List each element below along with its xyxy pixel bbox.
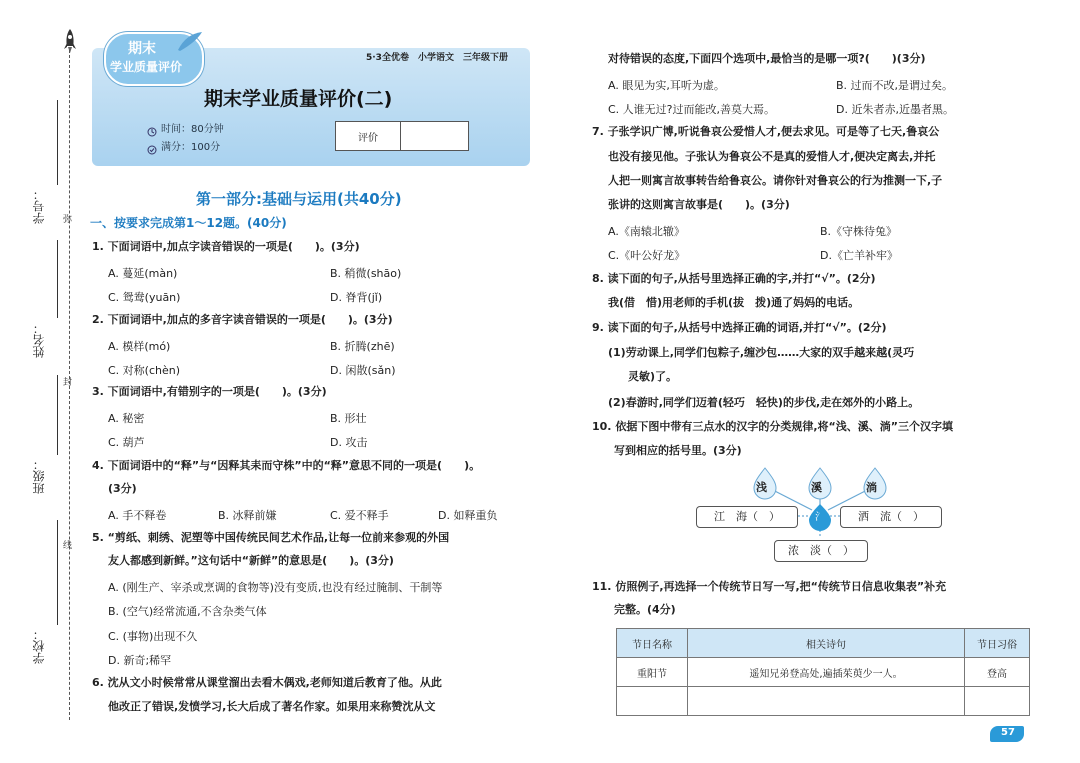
q3-option-c[interactable]: C. 葫芦 [108, 436, 145, 449]
rocket-icon [62, 28, 78, 54]
q9-sentence-1[interactable]: (1)劳动课上,同学们包粽子,缠沙包……大家的双手越来越(灵巧 [608, 346, 915, 359]
rating-label: 评价 [336, 122, 401, 150]
table-row [617, 658, 1030, 687]
q5-option-a[interactable]: A. (刚生产、宰杀或烹调的食物等)没有变质,也没有经过腌制、干制等 [108, 581, 443, 594]
q6-option-d[interactable]: D. 近朱者赤,近墨者黑。 [836, 103, 954, 116]
q5-option-b[interactable]: B. (空气)经常流通,不含杂类气体 [108, 605, 267, 618]
class-line [57, 375, 58, 455]
q6-option-b[interactable]: B. 过而不改,是谓过矣。 [836, 79, 954, 92]
q9-stem: 9. 读下面的句子,从括号中选择正确的词语,并打“√”。(2分) [592, 321, 887, 334]
q9-sentence-2[interactable]: (2)春游时,同学们迈着(轻巧 轻快)的步伐,走在郊外的小路上。 [608, 396, 920, 409]
time-label: 时间：80分钟 [161, 124, 224, 135]
table-cell: 遥知兄弟登高处,遍插茱萸少一人。 [688, 658, 965, 687]
q6-stem: 6. 沈从文小时候常常从课堂溜出去看木偶戏,老师知道后教育了他。从此 [92, 676, 442, 689]
q9-sentence-1-cont[interactable]: 灵敏)了。 [628, 370, 678, 383]
q7-option-d[interactable]: D.《亡羊补牢》 [820, 249, 898, 262]
q2-option-d[interactable]: D. 闲散(sǎn) [330, 364, 396, 377]
blank-cell[interactable] [688, 687, 965, 716]
school-line [57, 520, 58, 625]
q10-stem-cont: 写到相应的括号里。(3分) [614, 444, 742, 457]
q10-box-left[interactable]: 江 海（ ） [696, 506, 798, 528]
q1-option-c[interactable]: C. 鸳鸯(yuān) [108, 291, 181, 304]
seal-char: 线 [63, 541, 73, 551]
q5-stem: 5. “剪纸、刺绣、泥塑等中国传统民间艺术作品,让每一位前来参观的外国 [92, 531, 450, 544]
q6-stem-end: 对待错误的态度,下面四个选项中,最恰当的是哪一项?( )(3分) [608, 52, 926, 65]
name-label: 姓名： [32, 322, 46, 358]
q10-drop-2: 溪 [811, 481, 822, 494]
q4-option-d[interactable]: D. 如释重负 [438, 509, 498, 522]
q7-option-c[interactable]: C.《叶公好龙》 [608, 249, 686, 262]
q6-option-c[interactable]: C. 人谁无过?过而能改,善莫大焉。 [608, 103, 776, 116]
score-label: 满分：100分 [161, 142, 221, 153]
rating-box [335, 121, 469, 151]
q8-stem: 8. 读下面的句子,从括号里选择正确的字,并打“√”。(2分) [592, 272, 876, 285]
q7-option-a[interactable]: A.《南辕北辙》 [608, 225, 685, 238]
blank-cell[interactable] [617, 687, 688, 716]
q5-option-d[interactable]: D. 新奇;稀罕 [108, 654, 172, 667]
name-line [57, 240, 58, 318]
table-header: 相关诗句 [688, 629, 965, 658]
q8-sentence[interactable]: 我(借 惜)用老师的手机(拔 拨)通了妈妈的电话。 [608, 296, 860, 309]
seal-char: 弥 [63, 215, 73, 225]
school-label: 学校： [32, 628, 46, 664]
q4-option-a[interactable]: A. 手不释卷 [108, 509, 167, 522]
q2-option-a[interactable]: A. 模样(mó) [108, 340, 171, 353]
q1-stem: 1. 下面词语中,加点字读音错误的一项是( )。(3分) [92, 240, 360, 253]
q4-score: (3分) [108, 482, 137, 495]
q5-option-c[interactable]: C. (事物)出现不久 [108, 630, 198, 643]
page-number: 57 [1001, 727, 1015, 738]
part1-title: 第一部分:基础与运用(共40分) [196, 190, 402, 208]
q2-stem: 2. 下面词语中,加点的多音字读音错误的一项是( )。(3分) [92, 313, 393, 326]
q5-stem-cont: 友人都感到新鲜。”这句话中“新鲜”的意思是( )。(3分) [108, 554, 394, 567]
q4-stem: 4. 下面词语中的“释”与“因释其耒而守株”中的“释”意思不同的一项是( )。 [92, 459, 481, 472]
class-label: 班级： [32, 458, 46, 494]
q10-drop-3: 淌 [866, 481, 877, 494]
clock-icon [147, 122, 157, 141]
table-header: 节日习俗 [965, 629, 1030, 658]
q10-box-bottom[interactable]: 浓 淡（ ） [774, 540, 868, 562]
page-title: 期末学业质量评价(二) [204, 88, 393, 110]
q2-option-c[interactable]: C. 对称(chèn) [108, 364, 181, 377]
q7-stem: 7. 子张学识广博,听说鲁哀公爱惜人才,便去求见。可是等了七天,鲁哀公 [592, 125, 940, 138]
q11-stem: 11. 仿照例子,再选择一个传统节日写一写,把“传统节日信息收集表”补充 [592, 580, 947, 593]
q6-stem-cont: 他改正了错误,发愤学习,长大后成了著名作家。如果用来称赞沈从文 [108, 700, 436, 713]
student-id-line [57, 100, 58, 185]
q3-option-a[interactable]: A. 秘密 [108, 412, 145, 425]
q7-stem-4: 张讲的这则寓言故事是( )。(3分) [608, 198, 790, 211]
q4-option-c[interactable]: C. 爱不释手 [330, 509, 389, 522]
q1-option-d[interactable]: D. 脊背(jǐ) [330, 291, 383, 304]
q2-option-b[interactable]: B. 折腾(zhē) [330, 340, 395, 353]
q4-option-b[interactable]: B. 冰释前嫌 [218, 509, 277, 522]
badge-line1: 期末 [128, 41, 156, 57]
section1-title: 一、按要求完成第1～12题。(40分) [90, 216, 287, 230]
q1-option-a[interactable]: A. 蔓延(màn) [108, 267, 178, 280]
q10-drop-1: 浅 [756, 481, 767, 494]
q1-option-b[interactable]: B. 稍微(shāo) [330, 267, 402, 280]
table-header-row [617, 629, 1030, 658]
q3-option-d[interactable]: D. 攻击 [330, 436, 368, 449]
student-id-label: 学号： [32, 188, 46, 224]
seal-char: 封 [63, 378, 73, 388]
q10-stem: 10. 依据下图中带有三点水的汉字的分类规律,将“浅、溪、淌”三个汉字填 [592, 420, 953, 433]
q10-box-right[interactable]: 洒 流（ ） [840, 506, 942, 528]
q7-stem-3: 人把一则寓言故事转告给鲁哀公。请你针对鲁哀公的行为推测一下,子 [608, 174, 943, 187]
rocket-badge-icon [176, 30, 204, 56]
check-icon [147, 140, 157, 159]
water-radical-icon: 氵 [815, 512, 825, 523]
table-header: 节日名称 [617, 629, 688, 658]
rating-blank[interactable] [401, 122, 468, 150]
festival-table [616, 628, 1030, 716]
table-cell: 重阳节 [617, 658, 688, 687]
q11-stem-cont: 完整。(4分) [614, 603, 676, 616]
table-cell: 登高 [965, 658, 1030, 687]
q7-option-b[interactable]: B.《守株待兔》 [820, 225, 898, 238]
series-label: 5·3全优卷 小学语文 三年级下册 [366, 53, 508, 63]
blank-cell[interactable] [965, 687, 1030, 716]
badge-line2: 学业质量评价 [110, 60, 183, 74]
q3-option-b[interactable]: B. 形壮 [330, 412, 367, 425]
q7-stem-2: 也没有接见他。子张认为鲁哀公不是真的爱惜人才,便决定离去,并托 [608, 150, 936, 163]
q6-option-a[interactable]: A. 眼见为实,耳听为虚。 [608, 79, 725, 92]
q3-stem: 3. 下面词语中,有错别字的一项是( )。(3分) [92, 385, 327, 398]
table-row-blank[interactable] [617, 687, 1030, 716]
